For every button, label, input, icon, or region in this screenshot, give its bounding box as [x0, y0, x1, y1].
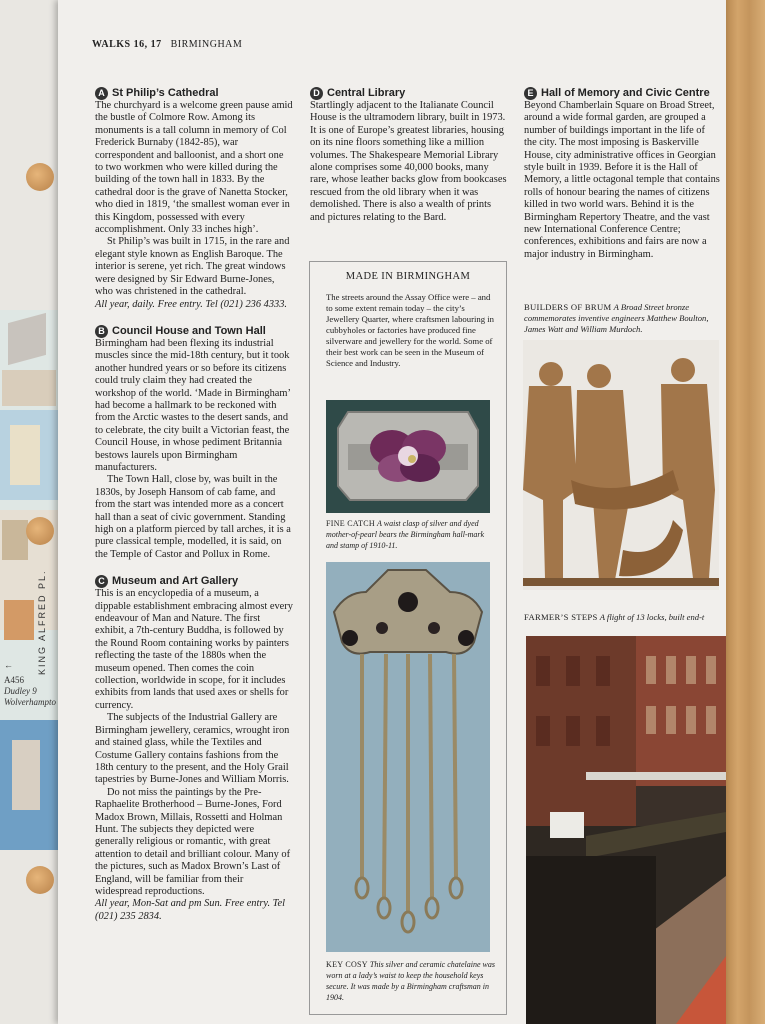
- section-badge: D: [310, 87, 323, 100]
- photo-canal-locks: [526, 636, 726, 1024]
- visitor-info: All year, Mon-Sat and pm Sun. Free entry. Tel (021) 235 2834.: [95, 898, 285, 922]
- map-building: [10, 425, 40, 485]
- feature-box: [309, 261, 507, 1015]
- feature-box-title: MADE IN BIRMINGHAM: [345, 271, 471, 282]
- binder-hole: [26, 163, 54, 191]
- map-destination: Dudley 9: [4, 686, 37, 696]
- caption-statue: [524, 302, 718, 335]
- section-badge: A: [95, 87, 108, 100]
- section-heading-e: [524, 87, 720, 100]
- paragraph: Startlingly adjacent to the Italianate Council House is the ultramodern library, built in 1973. It is one of Europe’s greatest libraries, housing on its nine floors something like a million volumes. The Shakespeare Memorial Library alone comprises some 40,000 books, many rare, whose leather backs glow from bookcases rescued from the old library when it was demolished. There is also a wealth of prints and pictures relating to the Bard.: [310, 100, 507, 223]
- binder-hole: [26, 517, 54, 545]
- section-badge: C: [95, 575, 108, 588]
- photo-waist-clasp: [326, 400, 490, 513]
- section-title: Hall of Memory and Civic Centre: [541, 87, 710, 99]
- map-building: [8, 313, 46, 365]
- section-title: Museum and Art Gallery: [112, 575, 239, 588]
- section-heading-b: [95, 325, 293, 338]
- paragraph: Beyond Chamberlain Square on Broad Street, around a wide formal garden, are grouped a number of buildings important in the life of the city. The most imposing is Baskerville House, city administrative offices in Georgian style built in 1939. Before it is the Hall of Memory, a little octagonal temple that contains rolls of honour bearing the names of citizens killed in two world wars. Behind it is the Birmingham Repertory Theatre, and the vast new International Conference Centre; conferences, exhibitions and fairs are now a major industry in Birmingham.: [524, 100, 720, 260]
- paragraph: The Town Hall, close by, was built in the 1830s, by Joseph Hansom of cab fame, and from the start was intended more as a concert hall than a seat of civic government. Standing high on a platform pierced by tall arches, it is a pure classical temple, modelled, it is said, on the Temple of Castor and Pollux in Rome.: [95, 474, 291, 560]
- running-head-city: BIRMINGHAM: [170, 39, 243, 50]
- paragraph: Do not miss the paintings by the Pre-Raphaelite Brotherhood – Burne-Jones, Ford Madox Brown, Millais, Rossetti and Holman Hunt. The subjects they depicted were generally religious or romantic, with great attention to detail and brilliant colour. Many of the pictures, such as Madox Brown’s Last of England, will be familiar from their widespread reproductions.: [95, 786, 291, 897]
- caption-text: This silver and ceramic chatelaine was worn at a lady’s waist to keep the household keys secure. It was made by a Birmingham craftsman in 1904.: [326, 960, 495, 1002]
- paragraph: St Philip’s was built in 1715, in the rare and elegant style known as English Baroque. The interior is serene, yet rich. The great windows were designed by Sir Edward Burne-Jones, who was christened in the cathedral.: [95, 236, 290, 298]
- map-building: [4, 600, 34, 640]
- section-heading-d: [310, 87, 508, 100]
- map-block: [2, 370, 56, 406]
- column-left: [95, 87, 293, 923]
- caption-text: A flight of 13 locks, built end-t: [599, 612, 705, 622]
- section-badge: B: [95, 325, 108, 338]
- paragraph: This is an encyclopedia of a museum, a dippable establishment embracing almost every endeavour of Man and Nature. The first exhibit, a 7th-century Buddha, is followed by the Round Room containing works by painters reflecting the taste of the 1880s when the museum opened. Then comes the coin collection, worldwide in scope, for it includes exhibits from lands that used axes or shells for currency.: [95, 588, 293, 711]
- caption-chatelaine: [326, 959, 496, 1003]
- running-head: [92, 39, 242, 50]
- caption-key: FINE CATCH: [326, 519, 376, 528]
- section-title: St Philip’s Cathedral: [112, 87, 219, 99]
- feature-box-text: The streets around the Assay Office were – and to some extent remain today – the city’s Jewellery Quarter, where craftsmen labouring in cubbyholes or factories have produced fine silverware and jewellery for the world. Some of their best work can be seen in the Museum of Science and Industry.: [326, 292, 495, 368]
- wooden-surface: [726, 0, 765, 1024]
- map-route: A456: [4, 675, 24, 685]
- caption-waist-clasp: [326, 518, 494, 551]
- running-head-section: WALKS 16, 17: [92, 39, 162, 50]
- visitor-info: All year, daily. Free entry. Tel (021) 236 4333.: [95, 298, 288, 310]
- paragraph: The subjects of the Industrial Gallery are Birmingham jewellery, ceramics, wrought iron and stained glass, while the Textiles and Costume Gallery contains fashions from the 18th century to the present, and the Holy Grail tapestries by Burne-Jones and William Morris.: [95, 712, 290, 786]
- section-heading-a: [95, 87, 293, 100]
- map-destination: Wolverhampto: [4, 697, 57, 707]
- section-badge: E: [524, 87, 537, 100]
- column-middle: [310, 87, 508, 224]
- caption-text: A Broad Street bronze commemorates inventive engineers Matthew Boulton, James Watt and William Murdoch.: [524, 302, 709, 334]
- paragraph: The churchyard is a welcome green pause amid the bustle of Colmore Row. Among its monuments is a tall column in memory of Col Frederick Burnaby (1842-85), war correspondent and balloonist, and a short one to two workmen who were killed during the building of the town hall in 1833. By the cathedral door is the grave of Nanetta Stocker, who died in 1819, ‘the smallest woman ever in this Kingdom, possessed with every accomplishment. Only 33 inches high’.: [95, 100, 293, 236]
- photo-bronze-statue: [523, 340, 719, 590]
- caption-key: BUILDERS OF BRUM: [524, 302, 612, 312]
- map-building: [2, 520, 28, 560]
- photo-chatelaine: [326, 562, 490, 952]
- caption-text: A waist clasp of silver and dyed mother-of-pearl bears the Birmingham hall-mark and stamp of 1910-11.: [326, 519, 485, 550]
- binder-hole: [26, 866, 54, 894]
- section-heading-c: [95, 575, 293, 588]
- column-right: [524, 87, 720, 261]
- map-building: [12, 740, 40, 810]
- paragraph: Birmingham had been flexing its industrial muscles since the mid-18th century, but it took another hundred years or so before its citizens could truly claim they had created the workshop of the world. ‘Made in Birmingham’ had become a hallmark to be reckoned with from the Arctic wastes to the desert sands, and to celebrate, the city built a Victorian feast, the Council House, in whose pediment Britannia bestows laurels upon Birmingham manufacturers.: [95, 337, 291, 473]
- map-arrow: ←: [4, 660, 13, 670]
- caption-key: FARMER’S STEPS: [524, 612, 598, 622]
- map-road-label: KING ALFRED PL.: [37, 569, 47, 675]
- caption-key: KEY COSY: [326, 960, 368, 969]
- section-title: Central Library: [327, 87, 406, 99]
- caption-canal: [524, 612, 726, 623]
- section-title: Council House and Town Hall: [112, 324, 266, 337]
